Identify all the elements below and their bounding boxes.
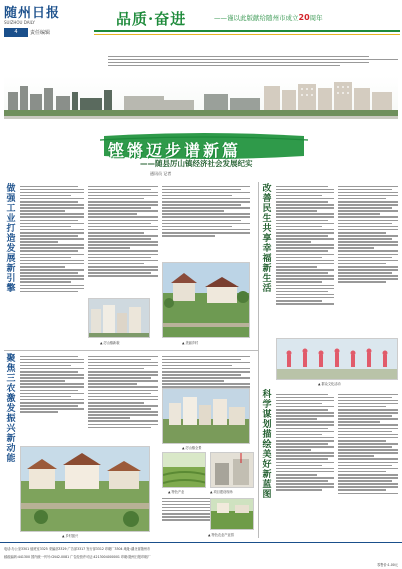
photo-cultural-activity-illustration: [277, 339, 398, 380]
section-head-text: 做强工业 打造发展新引擎: [6, 184, 16, 294]
banner-anniversary-number: 20: [298, 13, 310, 22]
footer-price-row: 零售价:1.00元: [377, 563, 398, 567]
photo-town-panorama: [162, 388, 250, 444]
caption-rural-revitalization: ▲ 乡村振兴: [62, 534, 79, 538]
section-head-planning: [262, 390, 272, 500]
banner-subtitle-post: 周年: [309, 14, 323, 22]
intro-paragraph: [108, 54, 398, 68]
section-head-livelihood: [262, 184, 272, 294]
hero-byline: 通讯员 记者: [150, 171, 172, 176]
article-column-9: [338, 184, 398, 334]
section-banner: [94, 8, 400, 42]
section-head-agriculture: [6, 354, 16, 464]
hero-subtitle: ——随县厉山镇经济社会发展纪实: [140, 159, 253, 168]
photo-agriculture-park-illustration: [211, 499, 254, 530]
editor-label: 责任编辑: [30, 30, 51, 36]
section-head-text: 聚焦三农 激发振兴新动能: [6, 354, 16, 464]
banner-title: 品质·奋进: [116, 10, 187, 28]
article-column-3: [162, 184, 250, 254]
section-head-text: 科学谋划 描绘美好新蓝图: [262, 390, 272, 500]
photo-project-construction: [210, 452, 254, 488]
article-column-10: [276, 392, 334, 532]
photo-beautiful-village: [162, 262, 250, 338]
section-head-text: 改善民生 共享幸福新生活: [262, 184, 272, 294]
article-column-8: [276, 184, 334, 354]
banner-subtitle-pre: ——谨以此版献给随州市成立: [214, 14, 299, 22]
photo-rural-revitalization-illustration: [21, 447, 150, 532]
photo-project-construction-illustration: [211, 453, 254, 488]
caption-town-panorama: ▲ 厉山镇全景: [182, 446, 202, 450]
banner-subtitle: [214, 13, 323, 22]
article-column-4: [20, 354, 84, 440]
caption-specialty-industry: ▲ 特色产业: [168, 490, 185, 494]
logo-subtitle: SUIZHOU DAILY: [4, 20, 35, 25]
photo-agriculture-park: [210, 498, 254, 530]
masthead: [0, 0, 402, 50]
photo-cultural-activity: [276, 338, 398, 380]
caption-agriculture-park: ▲ 特色农业产业园: [208, 533, 234, 537]
caption-cultural-activity: ▲ 群众文化活动: [318, 382, 341, 386]
photo-specialty-industry: [162, 452, 206, 488]
photo-beautiful-village-illustration: [163, 263, 250, 338]
footer-contact-row: 电话:办公室3301 值班室3325 采编部3329 广告部3317 发行部3312 印刷厂3304 地址:湖北省随州市: [4, 547, 151, 551]
text-line: [108, 62, 369, 64]
section-head-industry: [6, 184, 16, 294]
caption-project-construction: ▲ 项目建设现场: [210, 490, 233, 494]
column-divider: [258, 182, 259, 538]
newspaper-footer: [0, 542, 402, 569]
article-column-2: [88, 184, 158, 304]
photo-rural-revitalization: [20, 446, 150, 532]
photo-town-view-illustration: [89, 299, 150, 338]
article-column-11: [338, 392, 398, 538]
footer-publication-row: 邮政编码:441300 国内统一刊号:CN42-0081 广告经营许可证:4213004000001 印刷:随州日报印刷厂: [4, 555, 151, 559]
photo-town-panorama-illustration: [163, 389, 250, 444]
banner-rule-accent: [94, 34, 400, 35]
hero-title: 铿锵迈步谱新篇: [108, 141, 242, 160]
banner-rule: [94, 30, 400, 32]
section-divider: [4, 350, 258, 351]
page-number-badge: 4: [4, 28, 28, 37]
article-column-1: [20, 184, 84, 324]
photo-specialty-industry-illustration: [163, 453, 206, 488]
logo-title: 随州日报: [4, 6, 61, 21]
caption-town-view: ▲ 厉山镇新貌: [100, 341, 120, 345]
text-line: [108, 59, 398, 61]
caption-beautiful-village: ▲ 美丽乡村: [182, 341, 199, 345]
text-line: [108, 56, 369, 58]
photo-town-view: [88, 298, 150, 338]
text-line: [108, 65, 340, 67]
